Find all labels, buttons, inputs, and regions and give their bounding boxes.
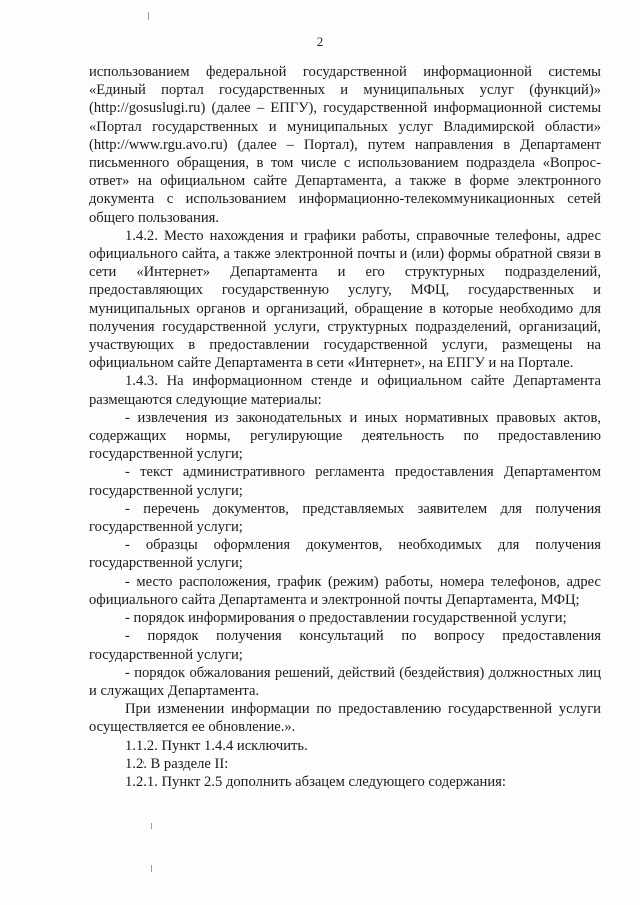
list-item: - место расположения, график (режим) работы, номера телефонов, адрес официального сайта Департамента и электронной почты Департамента, МФЦ; [89,573,601,608]
paragraph: использованием федеральной государственной информационной системы «Единый портал государственных и муниципальных услуг (функций)» (http://gosuslugi.ru) (далее – ЕПГУ), государственной информационной системы «Портал государственных и муниципальных услуг Владимирской области» (http://www.rgu.avo.ru) (далее – Портал), путем направления в Департамент письменного обращения, в том числе с использованием подраздела «Вопрос-ответ» на официальном сайте Департамента, а также в форме электронного документа с использованием информационно-телекоммуникационных сетей общего пользования. [89,64,601,226]
paragraph: 1.1.2. Пункт 1.4.4 исключить. [125,737,308,754]
list-item: - образцы оформления документов, необходимых для получения государственной услуги; [89,537,601,572]
document-body [89,63,601,791]
paragraph: 1.2.1. Пункт 2.5 дополнить абзацем следующего содержания: [125,773,506,790]
page-number: 2 [316,34,324,49]
list-item: - текст административного регламента предоставления Департаментом государственной услуги; [89,464,601,499]
list-item: - перечень документов, представляемых заявителем для получения государственной услуги; [89,500,601,536]
paragraph: 1.4.3. На информационном стенде и официальном сайте Департамента размещаются следующие материалы: [89,373,601,408]
paragraph: 1.2. В разделе II: [125,755,229,772]
list-item: - извлечения из законодательных и иных нормативных правовых актов, содержащих нормы, регулирующие деятельность по предоставлению государственной услуги; [89,409,601,463]
list-item: - порядок информирования о предоставлении государственной услуги; [125,610,567,627]
paragraph: При изменении информации по предоставлению государственной услуги осуществляется ее обновление.». [89,701,601,736]
list-item: - порядок получения консультаций по вопросу предоставления государственной услуги; [89,628,601,663]
list-item: - порядок обжалования решений, действий (бездействия) должностных лиц и служащих Департамента. [89,664,601,699]
paragraph: 1.4.2. Место нахождения и графики работы, справочные телефоны, адрес официального сайта, а также электронной почты и (или) формы обратной связи в сети «Интернет» Департамента и его структурных подразделений, предоставляющих государственную услугу, МФЦ, государственных и муниципальных органов и организаций, обращение в которые необходимо для получения государственной услуги, структурных подразделений, организаций, участвующих в предоставлении государственной услуги, размещены на официальном сайте Департамента в сети «Интернет», на ЕПГУ и на Портале. [89,227,601,372]
